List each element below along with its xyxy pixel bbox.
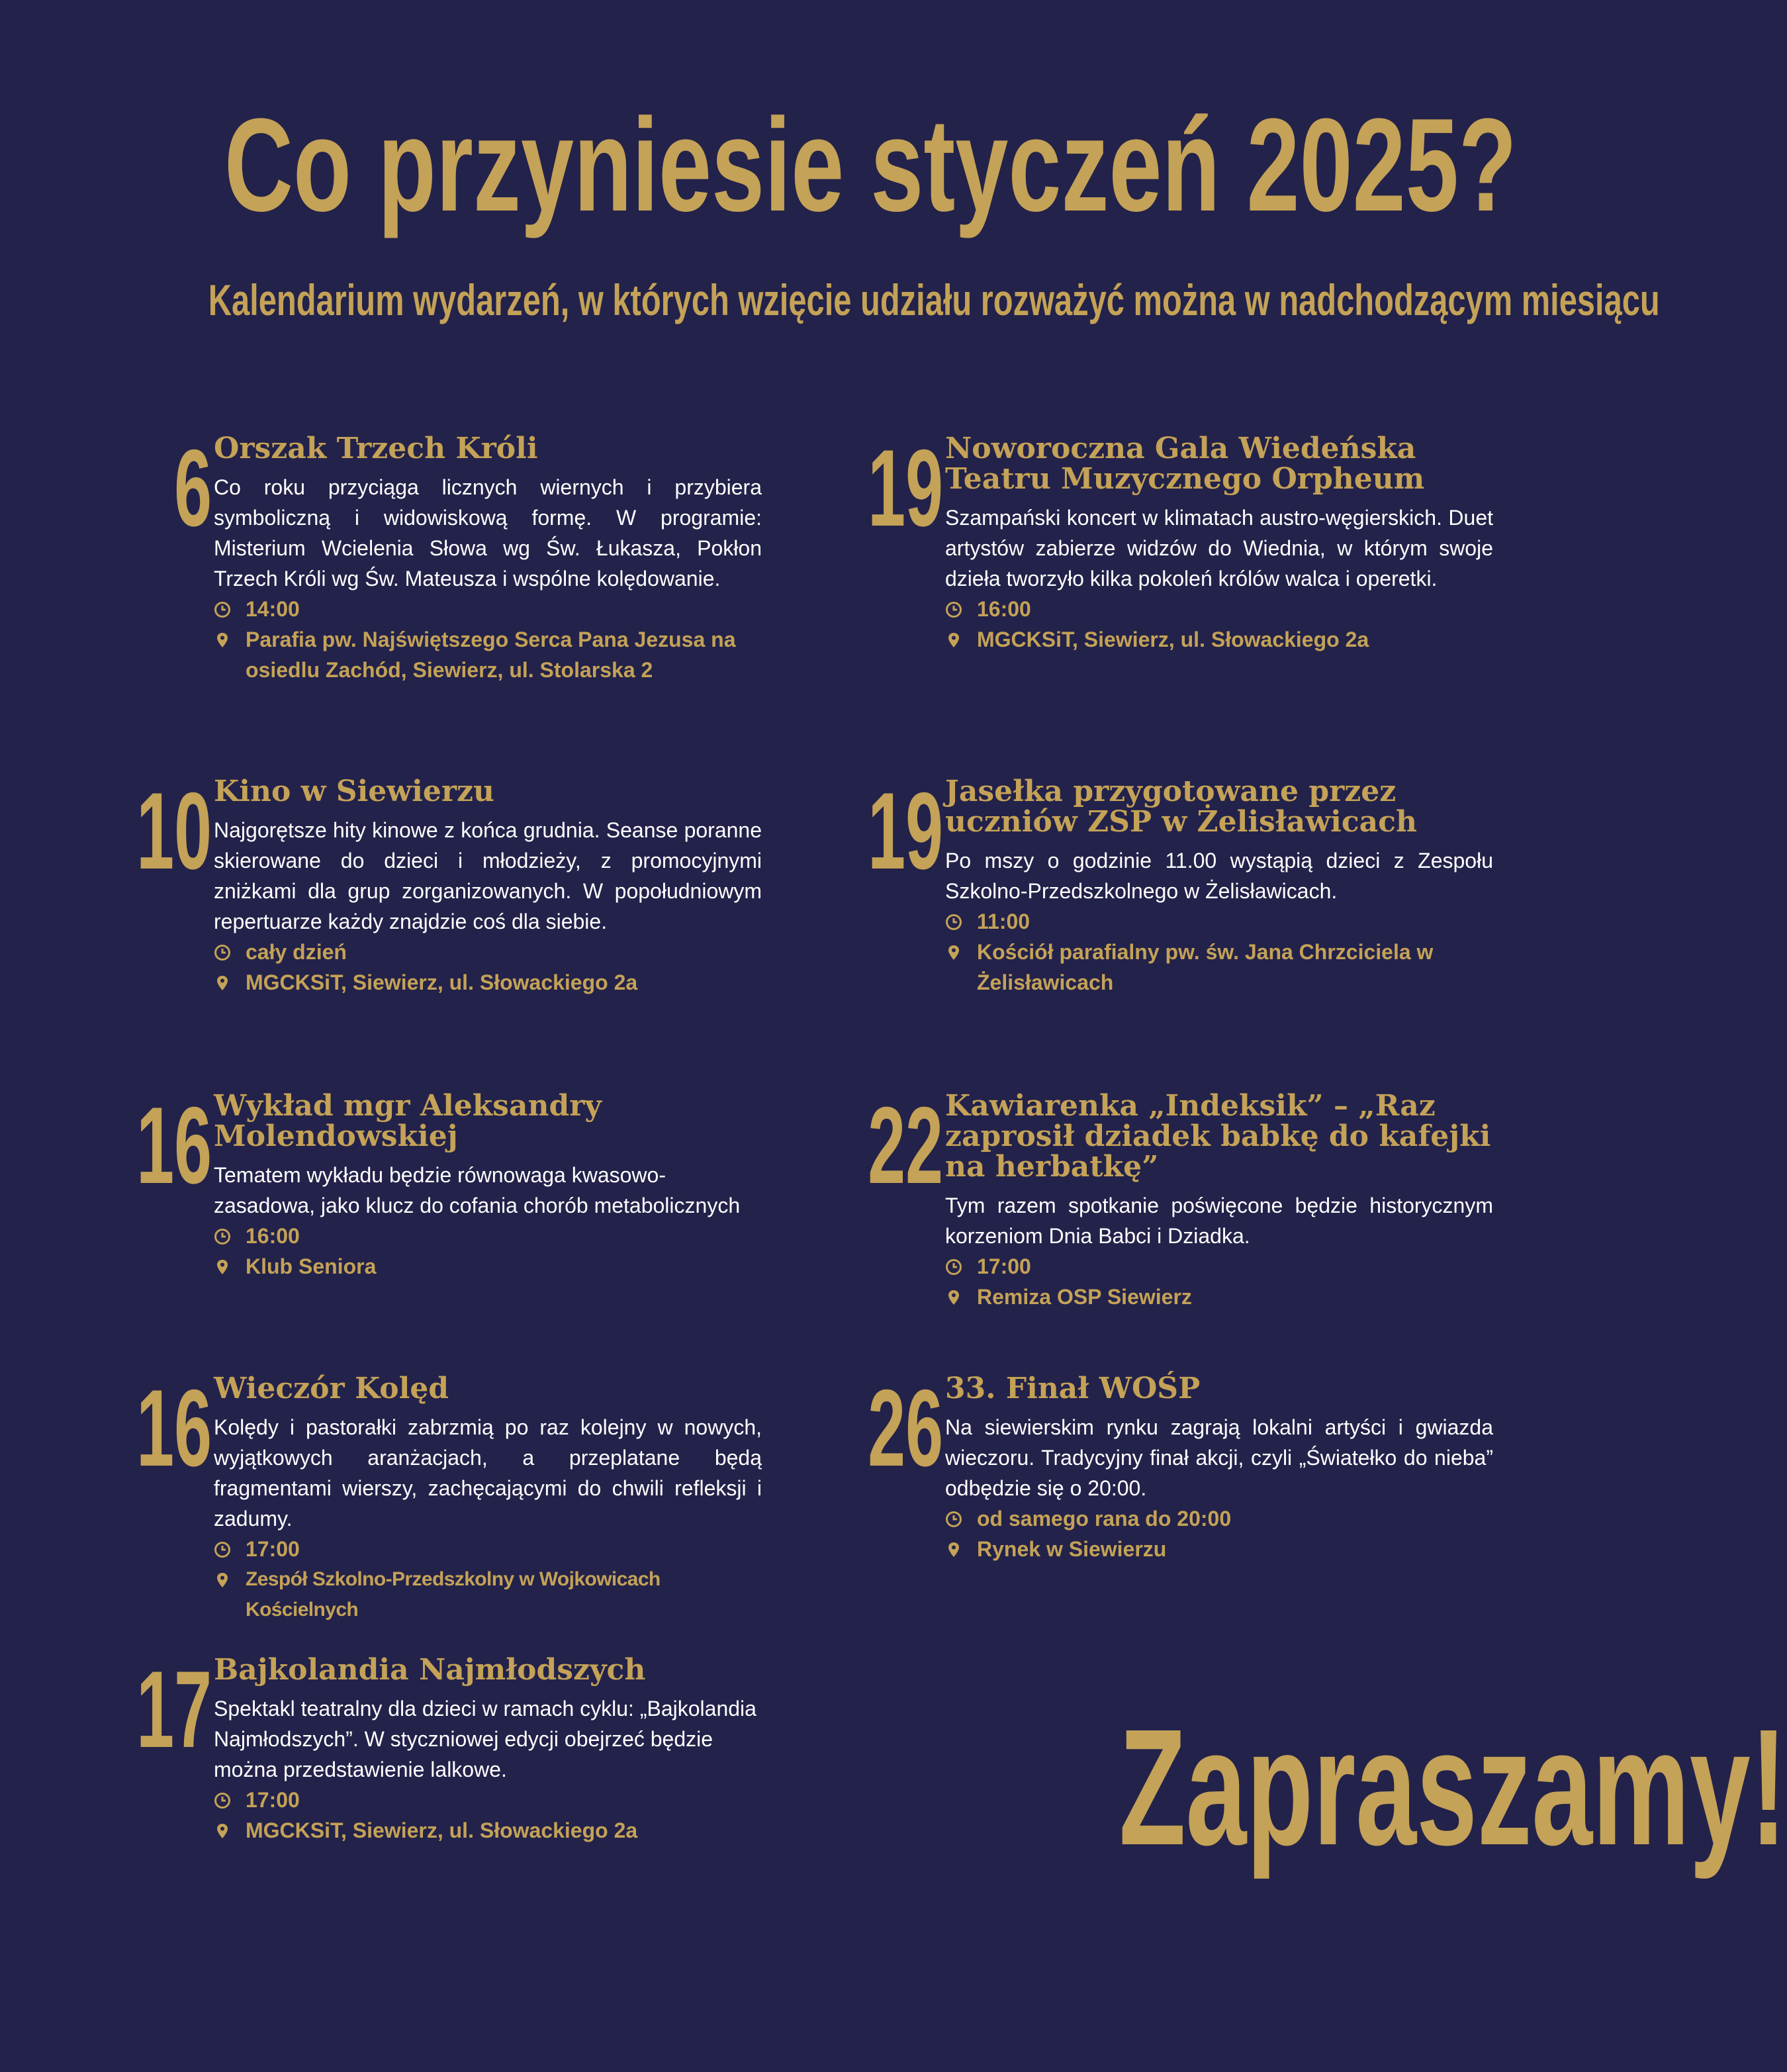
event-day: 26 <box>868 1367 943 1489</box>
map-pin-icon <box>214 974 231 992</box>
event-time-value: 11:00 <box>977 910 1031 933</box>
clock-icon <box>214 1228 231 1245</box>
map-pin-icon <box>945 1289 962 1306</box>
event-place <box>945 937 1493 998</box>
event-place <box>945 1282 1493 1312</box>
event-time <box>214 937 762 967</box>
event-time <box>945 1503 1493 1534</box>
event-time <box>214 1785 762 1815</box>
event-description: Po mszy o godzinie 11.00 wystąpią dzieci z Zespołu Szkolno-Przedszkolnego w Żelisławicach. <box>945 849 1493 903</box>
event-description: Tematem wykładu będzie równowaga kwasowo-zasadowa, jako klucz do cofania chorób metabolicznych <box>214 1163 741 1217</box>
event-title: 33. Finał WOŚP <box>945 1372 1201 1405</box>
clock-icon <box>945 601 962 618</box>
event-description: Co roku przyciąga licznych wiernych i przybiera symboliczną i widowiskową formę. W programie: Misterium Wcielenia Słowa wg Św. Łukasza, Pokłon Trzech Króli wg Św. Mateusza i wspólne kolędowanie. <box>214 475 762 590</box>
clock-icon <box>214 1792 231 1809</box>
event-day: 6 <box>174 427 212 549</box>
map-pin-icon <box>214 1822 231 1840</box>
page-subtitle: Kalendarium wydarzeń, w których wzięcie udziału rozważyć można w nadchodzącym miesiącu <box>208 275 1660 324</box>
map-pin-icon <box>945 944 962 961</box>
event-time-value: 17:00 <box>246 1537 300 1561</box>
event-time <box>945 1251 1493 1282</box>
event-title: Bajkolandia Najmłodszych <box>214 1653 646 1687</box>
event-time <box>214 1221 762 1251</box>
event-day: 16 <box>136 1367 212 1489</box>
event-title: Wykład mgr Aleksandry Molendowskiej <box>214 1089 602 1153</box>
map-pin-icon <box>214 1572 231 1589</box>
event-card <box>53 1084 834 1409</box>
event-place-value: Rynek w Siewierzu <box>977 1537 1167 1561</box>
event-day: 19 <box>868 770 943 892</box>
event-card <box>784 427 1565 751</box>
event-place-value: Parafia pw. Najświętszego Serca Pana Jezusa na osiedlu Zachód, Siewierz, ul. Stolarska 2 <box>246 628 736 682</box>
event-place <box>945 1534 1493 1564</box>
event-title: Kino w Siewierzu <box>214 775 495 808</box>
event-title: Jasełka przygotowane przez uczniów ZSP w Żelisławicach <box>945 775 1417 839</box>
event-place <box>214 624 762 685</box>
event-time-value: 16:00 <box>246 1224 300 1248</box>
event-place-value: Remiza OSP Siewierz <box>977 1285 1192 1309</box>
event-card <box>53 427 834 751</box>
event-time <box>945 906 1493 937</box>
event-title: Orszak Trzech Króli <box>214 432 538 465</box>
event-place <box>214 1815 762 1846</box>
event-description: Na siewierskim rynku zagrają lokalni artyści i gwiazda wieczoru. Tradycyjny finał akcji, czyli „Światełko do nieba” odbędzie się o 20:00. <box>945 1415 1493 1500</box>
event-time <box>214 1534 762 1564</box>
clock-icon <box>945 914 962 931</box>
clock-icon <box>214 1541 231 1558</box>
event-card <box>784 1367 1565 1691</box>
event-card <box>53 1367 834 1691</box>
event-day: 17 <box>136 1648 212 1770</box>
page-title: Co przyniesie styczeń 2025? <box>224 91 1517 239</box>
event-description: Szampański koncert w klimatach austro-węgierskich. Duet artystów zabierze widzów do Wiednia, w którym swoje dzieła tworzyło kilka pokoleń królów walca i operetki. <box>945 506 1493 590</box>
map-pin-icon <box>945 1541 962 1558</box>
clock-icon <box>945 1511 962 1528</box>
map-pin-icon <box>214 1258 231 1276</box>
map-pin-icon <box>214 632 231 649</box>
event-place-value: MGCKSiT, Siewierz, ul. Słowackiego 2a <box>246 1818 638 1842</box>
event-place <box>214 1251 762 1282</box>
event-day: 19 <box>868 427 943 549</box>
event-day: 16 <box>136 1084 212 1206</box>
event-card <box>784 770 1565 1094</box>
event-time-value: od samego rana do 20:00 <box>977 1507 1232 1530</box>
event-title: Wieczór Kolęd <box>214 1372 449 1405</box>
event-card <box>53 1648 834 1973</box>
event-description: Spektakl teatralny dla dzieci w ramach cyklu: „Bajkolandia Najmłodszych”. W styczniowej edycji obejrzeć będzie można przedstawienie lalkowe. <box>214 1697 756 1781</box>
event-place <box>214 1564 762 1625</box>
clock-icon <box>214 601 231 618</box>
event-description: Najgorętsze hity kinowe z końca grudnia. Seanse poranne skierowane do dzieci i młodzieży, z promocyjnymi zniżkami dla grup zorganizowanych. W popołudniowym repertuarze każdy znajdzie coś dla siebie. <box>214 818 762 933</box>
event-day: 10 <box>136 770 212 892</box>
event-card <box>53 770 834 1094</box>
event-place-value: Klub Seniora <box>246 1254 377 1278</box>
event-place-value: Kościół parafialny pw. św. Jana Chrzciciela w Żelisławicach <box>977 940 1434 994</box>
clock-icon <box>214 944 231 961</box>
event-time-value: 17:00 <box>977 1254 1031 1278</box>
event-time-value: 17:00 <box>246 1788 300 1812</box>
event-place <box>945 624 1493 655</box>
event-time <box>945 594 1493 624</box>
event-time <box>214 594 762 624</box>
event-time-value: cały dzień <box>246 940 347 964</box>
map-pin-icon <box>945 632 962 649</box>
event-title: Kawiarenka „Indeksik” – „Raz zaprosił dziadek babkę do kafejki na herbatkę” <box>945 1089 1491 1184</box>
clock-icon <box>945 1258 962 1276</box>
event-place <box>214 967 762 998</box>
event-card <box>784 1084 1565 1409</box>
event-place-value: MGCKSiT, Siewierz, ul. Słowackiego 2a <box>977 628 1369 651</box>
event-description: Kolędy i pastorałki zabrzmią po raz kolejny w nowych, wyjątkowych aranżacjach, a przeplatane będą fragmentami wierszy, zachęcającymi do chwili refleksji i zadumy. <box>214 1415 762 1530</box>
event-place-value: Zespół Szkolno-Przedszkolny w Wojkowicach Kościelnych <box>246 1568 661 1621</box>
closing-invitation: Zapraszamy! <box>1119 1695 1787 1879</box>
event-time-value: 14:00 <box>246 597 300 621</box>
event-day: 22 <box>868 1084 943 1206</box>
event-time-value: 16:00 <box>977 597 1031 621</box>
event-description: Tym razem spotkanie poświęcone będzie historycznym korzeniom Dnia Babci i Dziadka. <box>945 1194 1493 1248</box>
event-place-value: MGCKSiT, Siewierz, ul. Słowackiego 2a <box>246 970 638 994</box>
event-title: Noworoczna Gala Wiedeńska Teatru Muzycznego Orpheum <box>945 432 1425 496</box>
